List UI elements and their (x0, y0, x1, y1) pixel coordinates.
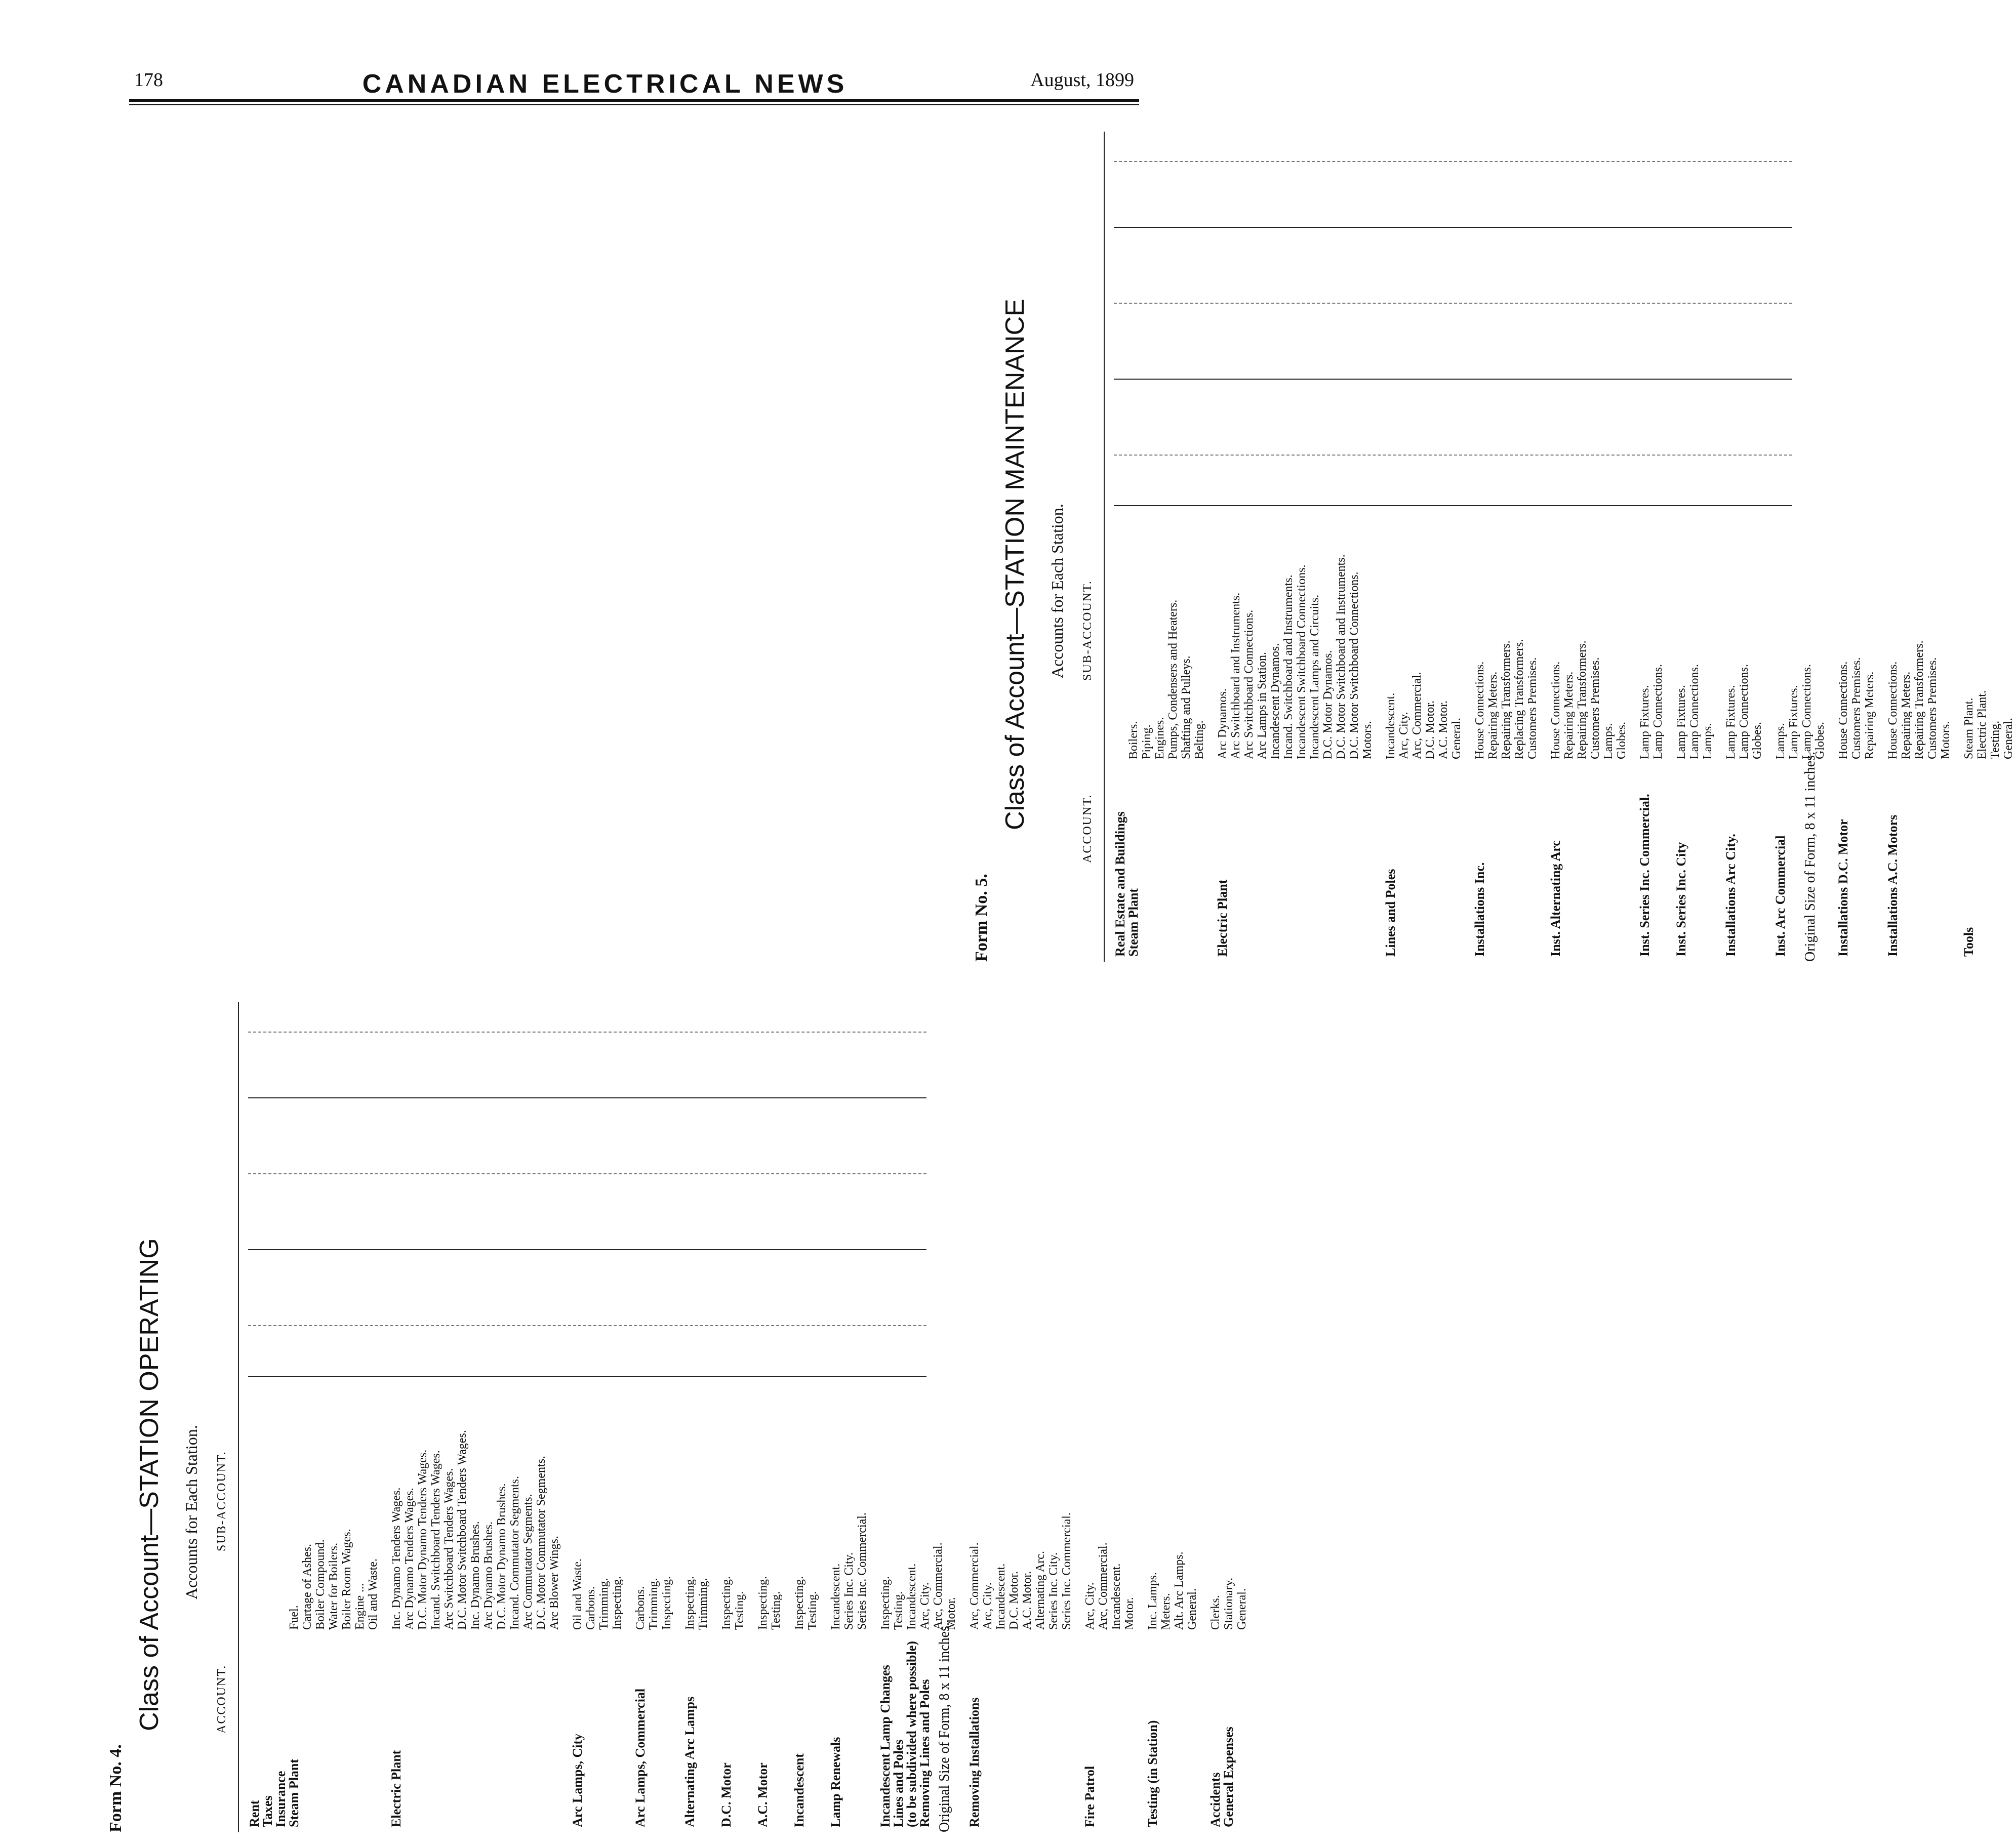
subaccount-item: Inc. Dynamo Brushes. (469, 1521, 482, 1630)
subaccount-item: A.C. Motor. (1021, 1571, 1034, 1630)
subaccount-item: Oil and Waste. (367, 1558, 380, 1630)
subaccount-item: Trimming. (597, 1578, 611, 1630)
subaccount-item: Repairing Meters. (1562, 671, 1576, 759)
subaccount-item: Arc, City. (918, 1582, 932, 1630)
subaccount-item: Trimming. (647, 1578, 660, 1630)
account-name: Arc Lamps, Commercial (633, 1688, 648, 1827)
subaccount-item: D.C. Motor Switchboard and Instruments. (1335, 554, 1348, 759)
subaccount-item: Inspecting. (720, 1576, 733, 1630)
account-name: Inst. Series Inc. City (1674, 842, 1688, 957)
subaccount-item: Cartage of Ashes. (301, 1544, 314, 1630)
subaccount-item: D.C. Motor Dynamos. (1321, 650, 1335, 759)
ledger-column-rule (1114, 303, 1792, 304)
subaccount-item: Water for Boilers. (327, 1542, 340, 1630)
subaccount-list (1837, 658, 1876, 759)
ledger-column-rule (248, 1376, 926, 1377)
subaccount-item: Arc, City. (1397, 712, 1410, 759)
account-name: Testing (in Station) (1145, 1720, 1160, 1827)
subaccount-item: Stationary. (1222, 1577, 1235, 1630)
table-top-rule (238, 1002, 239, 1832)
subaccount-item: Oil and Waste. (571, 1558, 584, 1630)
subaccount-item: Shafting and Pulleys. (1180, 655, 1193, 759)
subaccount-item: Alt. Arc Lamps. (1173, 1551, 1186, 1630)
subaccount-item: Series Inc. Commercial. (856, 1512, 869, 1630)
subaccount-item: Customers Premises. (1589, 657, 1602, 759)
subaccount-list (571, 1558, 624, 1630)
subaccount-item: Incand. Commutator Segments. (508, 1476, 521, 1630)
column-header-account: ACCOUNT. (1081, 794, 1094, 863)
subaccount-item: D.C. Motor. (1008, 1571, 1021, 1630)
subaccount-item: D.C. Motor Dynamo Brushes. (495, 1483, 508, 1630)
subaccount-item: Carbons. (634, 1586, 647, 1630)
subaccount-item: House Connections. (1886, 661, 1900, 759)
subaccount-item: Lamp Connections. (1738, 664, 1751, 759)
subaccount-item: General. (1186, 1588, 1199, 1630)
subaccount-item: Inspecting. (683, 1576, 697, 1630)
subaccount-item (274, 1529, 288, 1630)
subaccount-list (1638, 664, 1665, 759)
account-name: Incandescent Lamp Changes Lines and Poles (to be subdivided where possible) Removing Lines and Poles (878, 1641, 932, 1827)
subaccount-item: Lamps. (1701, 723, 1714, 759)
subaccount-item (248, 1529, 261, 1630)
subaccount-list (634, 1576, 673, 1630)
subaccount-list (1886, 640, 1952, 759)
subaccount-item: Testing. (1989, 720, 2002, 759)
subaccount-item: Lamp Connections. (1800, 664, 1814, 759)
subaccount-item: Meters. (1159, 1593, 1173, 1630)
subaccount-item: Lamp Fixtures. (1638, 685, 1651, 759)
subaccount-list (1675, 664, 1714, 759)
form-title: Class of Account—STATION MAINTENANCE (1000, 299, 1030, 830)
subaccount-item: Testing. (806, 1591, 819, 1630)
account-name: Inst. Series Inc. Commercial. (1637, 794, 1652, 957)
account-name: Alternating Arc Lamps (682, 1696, 697, 1827)
subaccount-item: Globes. (1615, 722, 1628, 759)
account-name: Rent Taxes Insurance Steam Plant (247, 1758, 301, 1827)
subaccount-item: Incand. Switchboard Tenders Wages. (429, 1450, 442, 1630)
subaccount-item: D.C. Motor Commutator Segments. (535, 1456, 548, 1630)
subaccount-item: Lamp Connections. (1688, 664, 1701, 759)
subaccount-item: Arc Switchboard Tenders Wages. (442, 1468, 456, 1630)
subaccount-item: Incandescent. (1384, 692, 1397, 759)
subaccount-list (683, 1576, 710, 1630)
subaccount-item: Repairing Meters. (1863, 671, 1876, 759)
subaccount-item: Incand. Switchboard and Instruments. (1282, 574, 1295, 759)
subaccount-item: Arc Blower Wings. (548, 1536, 561, 1630)
subaccount-item: A.C. Motor. (1437, 700, 1450, 759)
subaccount-item: Incandescent. (994, 1563, 1008, 1630)
subaccount-item: Lamps. (1774, 723, 1787, 759)
subaccount-list (1962, 690, 2015, 759)
subaccount-item: Repairing Transformers. (1913, 640, 1926, 759)
account-name: Tools (1961, 927, 1976, 957)
subaccount-item: Arc, Commercial. (1097, 1542, 1110, 1630)
subaccount-item: Globes. (1814, 722, 1827, 759)
subaccount-item: Motor. (1123, 1597, 1136, 1630)
ledger-column-rule (248, 1032, 926, 1033)
column-header-subaccount: SUB-ACCOUNT. (1081, 580, 1094, 681)
page-number: 178 (134, 69, 163, 91)
subaccount-item: Motors. (1939, 721, 1952, 759)
subaccount-item: Lamp Fixtures. (1787, 685, 1800, 759)
subaccount-item: D.C. Motor Dynamo Tenders Wages. (416, 1449, 429, 1630)
subaccount-item: Arc Switchboard and Instruments. (1229, 592, 1242, 759)
subaccount-list (1384, 672, 1463, 759)
subaccount-list (793, 1576, 819, 1630)
subaccount-item: Arc Lamps in Station. (1256, 652, 1269, 759)
subaccount-item: Arc, City. (1083, 1582, 1097, 1630)
subaccount-item: Pumps, Condensers and Heaters. (1166, 599, 1180, 759)
form-title: Class of Account—STATION OPERATING (135, 1238, 164, 1731)
subaccount-item: Clerks. (1209, 1595, 1222, 1630)
subaccount-item: Incandescent Dynamos. (1269, 643, 1282, 759)
subaccount-list (720, 1576, 746, 1630)
subaccount-item: Arc, Commercial. (1410, 672, 1424, 759)
subaccount-item: Steam Plant. (1962, 697, 1976, 759)
subaccount-item: House Connections. (1549, 661, 1562, 759)
subaccount-item: Boiler Room Wages. (340, 1529, 353, 1630)
account-name: Inst. Arc Commercial (1773, 835, 1788, 957)
account-name: D.C. Motor (719, 1762, 734, 1827)
subaccount-list (1083, 1542, 1136, 1630)
subaccount-item: Incandescent Switchboard Connections. (1295, 564, 1308, 759)
subaccount-item: Motor. (945, 1597, 958, 1630)
subaccount-item: Piping. (1140, 724, 1153, 759)
subaccount-item: Inspecting. (756, 1576, 770, 1630)
table-top-rule (1104, 132, 1105, 962)
subaccount-list (1216, 554, 1374, 759)
subaccount-list (756, 1576, 783, 1630)
subaccount-item: Motors. (1361, 721, 1374, 759)
account-name: Lamp Renewals (828, 1737, 843, 1827)
subaccount-item: D.C. Motor Switchboard Connections. (1348, 571, 1361, 759)
subaccount-item: Electric Plant. (1976, 690, 1989, 759)
subaccount-item: Lamps. (1602, 723, 1615, 759)
account-name: Electric Plant (1215, 879, 1230, 957)
form-subtitle: Accounts for Each Station. (1048, 504, 1066, 678)
subaccount-list (390, 1430, 561, 1630)
subaccount-item: Series Inc. Commercial. (1060, 1512, 1073, 1630)
subaccount-item: Testing. (733, 1591, 746, 1630)
subaccount-item: Engines. (1153, 717, 1166, 759)
issue-date: August, 1899 (1030, 69, 1134, 91)
subaccount-item: Arc, Commercial. (932, 1542, 945, 1630)
subaccount-list (1146, 1551, 1199, 1630)
subaccount-item: Testing. (892, 1591, 905, 1630)
page-header (0, 60, 1210, 105)
account-name: Electric Plant (389, 1750, 404, 1827)
ledger-column-rule (248, 1249, 926, 1250)
account-name: Fire Patrol (1082, 1765, 1097, 1827)
subaccount-item: Incandescent. (905, 1563, 918, 1630)
subaccount-item: Arc Dynamo Brushes. (482, 1522, 495, 1630)
account-name: A.C. Motor (755, 1762, 770, 1827)
subaccount-list (1114, 600, 1206, 759)
subaccount-item: D.C. Motor Switchboard Tenders Wages. (456, 1430, 469, 1630)
account-name: Arc Lamps, City (570, 1733, 585, 1827)
ledger-column-rule (248, 1173, 926, 1174)
account-name: Real Estate and Buildings Steam Plant (1113, 811, 1141, 957)
subaccount-item: Lamp Fixtures. (1724, 685, 1738, 759)
subaccount-item: Testing. (770, 1591, 783, 1630)
subaccount-item: Carbons. (584, 1586, 597, 1630)
subaccount-item: Incandescent. (1110, 1563, 1123, 1630)
subaccount-item (1114, 600, 1127, 759)
subaccount-item: Engine ... (353, 1583, 367, 1630)
account-name: Installations Inc. (1472, 862, 1487, 957)
subaccount-list (1724, 664, 1764, 759)
form-number: Form No. 4. (106, 1744, 125, 1832)
subaccount-item: Inspecting. (793, 1576, 806, 1630)
subaccount-item: Repairing Transformers. (1576, 640, 1589, 759)
ledger-column-rule (1114, 227, 1792, 228)
account-name: Accidents General Expenses (1208, 1727, 1236, 1827)
ledger-column-rule (1114, 505, 1792, 506)
form-footnote: Original Size of Form, 8 x 11 inches. (1802, 751, 1818, 962)
subaccount-item (261, 1529, 274, 1630)
subaccount-list (248, 1529, 380, 1630)
subaccount-item: Series Inc. City. (1047, 1552, 1060, 1630)
form-number: Form No. 5. (972, 874, 991, 962)
subaccount-item: D.C. Motor. (1424, 700, 1437, 759)
subaccount-list (1473, 639, 1539, 759)
subaccount-item: Inspecting. (611, 1576, 624, 1630)
subaccount-item: General. (2002, 718, 2015, 759)
subaccount-item: Series Inc. City. (842, 1552, 856, 1630)
subaccount-list (968, 1512, 1073, 1630)
subaccount-list (1209, 1578, 1248, 1630)
account-name: Installations A.C. Motors (1885, 814, 1900, 957)
subaccount-item: Arc Dynamos. (1216, 688, 1229, 759)
subaccount-item: General. (1235, 1588, 1248, 1630)
subaccount-list (879, 1542, 958, 1630)
ledger-column-rule (1114, 161, 1792, 162)
account-name: Lines and Poles (1383, 869, 1398, 957)
masthead: CANADIAN ELECTRICAL NEWS (362, 69, 848, 99)
subaccount-item: Lamp Connections. (1651, 664, 1665, 759)
subaccount-item: Lamp Fixtures. (1675, 685, 1688, 759)
subaccount-item: Inc. Lamps. (1146, 1572, 1159, 1630)
subaccount-item: Incandescent. (829, 1563, 842, 1630)
subaccount-item: Boiler Compound. (314, 1539, 327, 1630)
subaccount-item: Arc Commutator Segments. (521, 1494, 535, 1630)
subaccount-item: Arc Switchboard Connections. (1242, 609, 1256, 759)
column-header-subaccount: SUB-ACCOUNT. (215, 1451, 228, 1551)
account-name: Installations D.C. Motor (1836, 819, 1850, 957)
subaccount-item: Repairing Meters. (1900, 671, 1913, 759)
ledger-column-rule (248, 1097, 926, 1098)
subaccount-list (1549, 640, 1628, 759)
subaccount-item: Repairing Transformers. (1500, 640, 1513, 759)
subaccount-item: Inc. Dynamo Tenders Wages. (390, 1487, 403, 1630)
subaccount-item: Customers Premises. (1526, 657, 1539, 759)
subaccount-item: Trimming. (697, 1578, 710, 1630)
account-name: Removing Installations (967, 1697, 982, 1827)
form-subtitle: Accounts for Each Station. (182, 1425, 200, 1599)
subaccount-item: Alternating Arc. (1034, 1551, 1047, 1630)
subaccount-item: Repairing Meters. (1486, 671, 1500, 759)
subaccount-item: Customers Premises. (1850, 657, 1863, 759)
subaccount-item: Arc, City. (981, 1582, 994, 1630)
subaccount-item: Belting. (1193, 720, 1206, 759)
subaccount-item: Inspecting. (660, 1576, 673, 1630)
subaccount-item: Replacing Transformers. (1513, 639, 1526, 759)
account-name: Incandescent (792, 1753, 807, 1827)
subaccount-item: Globes. (1751, 722, 1764, 759)
subaccount-item: Arc Dynamo Tenders Wages. (403, 1488, 416, 1630)
subaccount-item: Incandescent Lamps and Circuits. (1308, 594, 1321, 759)
ledger-column-rule (248, 1325, 926, 1326)
header-rule-thin (129, 104, 1139, 105)
subaccount-item: Arc, Commercial. (968, 1542, 981, 1630)
subaccount-item: House Connections. (1837, 661, 1850, 759)
account-name: Installations Arc City. (1723, 834, 1738, 957)
subaccount-item: Inspecting. (879, 1576, 892, 1630)
subaccount-item: General. (1450, 718, 1463, 759)
column-header-account: ACCOUNT. (215, 1664, 228, 1734)
subaccount-list (829, 1512, 869, 1630)
subaccount-item: Fuel. (288, 1605, 301, 1630)
subaccount-item: Boilers. (1127, 721, 1140, 759)
header-rule (129, 99, 1139, 102)
ledger-column-rule (1114, 379, 1792, 380)
subaccount-item: Customers Premises. (1926, 657, 1939, 759)
ledger-column-rule (1114, 455, 1792, 456)
account-name: Inst. Alternating Arc (1548, 840, 1563, 957)
subaccount-list (1774, 664, 1827, 759)
form-footnote: Original Size of Form, 8 x 11 inches. (937, 1622, 952, 1832)
subaccount-item: House Connections. (1473, 661, 1486, 759)
